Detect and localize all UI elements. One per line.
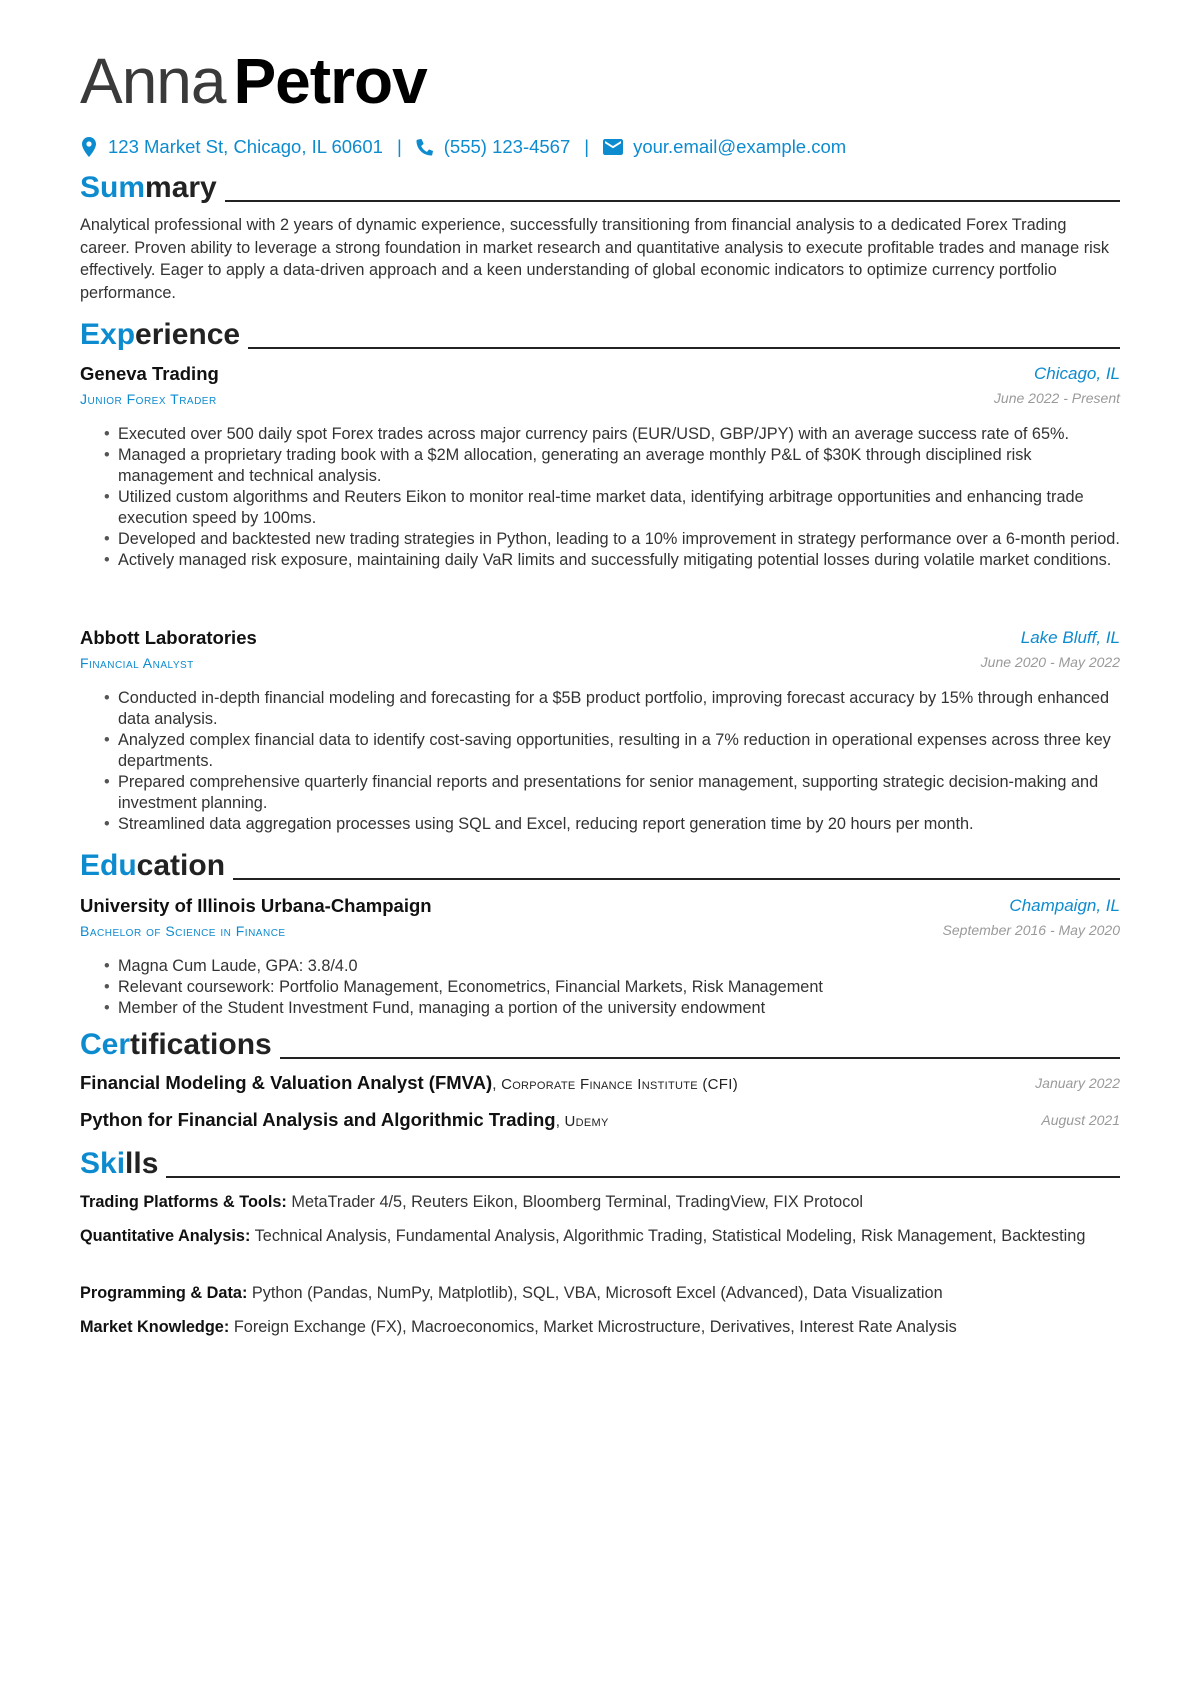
candidate-name — [80, 38, 427, 124]
skill-row — [80, 1225, 1120, 1248]
section-rule — [280, 1057, 1120, 1059]
contact-separator: | — [396, 136, 402, 157]
job-location: Chicago, IL — [1034, 364, 1120, 383]
certification-comma: , — [492, 1076, 502, 1093]
certification-item — [80, 1109, 1120, 1135]
job-title: Financial Analyst — [80, 655, 194, 671]
list-item: • Relevant coursework: Portfolio Management, Econometrics, Financial Markets, Risk Management — [80, 977, 1120, 998]
skill-value: Python (Pandas, NumPy, Matplotlib), SQL, VBA, Microsoft Excel (Advanced), Data Visualization — [251, 1284, 943, 1302]
section-title: Experience — [80, 318, 241, 351]
skill-value: Technical Analysis, Fundamental Analysis, Algorithmic Trading, Statistical Modeling, Risk Management, Backtesting — [254, 1227, 1086, 1245]
job-bullets — [80, 424, 1120, 571]
skill-label: Trading Platforms & Tools: — [80, 1193, 287, 1211]
section-rule — [248, 347, 1120, 349]
job-dates: June 2020 - May 2022 — [980, 654, 1120, 670]
job-bullets — [80, 688, 1120, 835]
phone-icon — [416, 137, 434, 157]
skill-label: Quantitative Analysis: — [80, 1227, 251, 1245]
section-title: Skills — [80, 1147, 159, 1180]
section-rule — [166, 1176, 1120, 1178]
list-item: • Member of the Student Investment Fund, managing a portion of the university endowment — [80, 998, 1120, 1019]
list-item: • Conducted in-depth financial modeling and forecasting for a $5B product portfolio, improving forecast accuracy by 15% through enhanced data analysis. — [80, 688, 1120, 730]
school-name: University of Illinois Urbana-Champaign — [80, 895, 432, 916]
last-name: Petrov — [233, 45, 427, 117]
map-marker-icon — [80, 137, 98, 157]
list-item: • Prepared comprehensive quarterly financial reports and presentations for senior management, supporting strategic decision-making and investment planning. — [80, 772, 1120, 814]
job-location: Lake Bluff, IL — [1020, 628, 1120, 647]
job-title: Junior Forex Trader — [80, 391, 217, 407]
education-bullets — [80, 956, 1120, 1019]
section-rule — [225, 200, 1120, 202]
employer-name: Geneva Trading — [80, 363, 219, 384]
envelope-icon — [603, 137, 623, 157]
certification-name: Financial Modeling & Valuation Analyst (FMVA) — [80, 1072, 493, 1093]
contact-separator: | — [584, 136, 590, 157]
address-link[interactable]: 123 Market St, Chicago, IL 60601 — [108, 136, 383, 157]
school-location: Champaign, IL — [1009, 896, 1120, 915]
experience-heading — [80, 317, 1120, 353]
skill-row — [80, 1316, 1120, 1339]
list-item: • Actively managed risk exposure, maintaining daily VaR limits and successfully mitigating potential losses during volatile market conditions. — [80, 550, 1120, 571]
education-heading — [80, 848, 1120, 884]
certification-name: Python for Financial Analysis and Algorithmic Trading — [80, 1109, 556, 1130]
summary-heading — [80, 170, 1120, 206]
certifications-heading — [80, 1027, 1120, 1063]
list-item: • Developed and backtested new trading strategies in Python, leading to a 10% improvement in strategy performance over a 6-month period. — [80, 529, 1120, 550]
first-name: Anna — [80, 45, 226, 117]
section-title: Education — [80, 849, 226, 882]
list-item: • Managed a proprietary trading book with a $2M allocation, generating an average monthly P&L of $30K through disciplined risk management and technical analysis. — [80, 445, 1120, 487]
list-item: • Utilized custom algorithms and Reuters Eikon to monitor real-time market data, identifying arbitrage opportunities and enhancing trade execution speed by 100ms. — [80, 487, 1120, 529]
certification-date: August 2021 — [1041, 1112, 1120, 1128]
skill-label: Programming & Data: — [80, 1284, 248, 1302]
list-item: • Streamlined data aggregation processes using SQL and Excel, reducing report generation time by 20 hours per month. — [80, 814, 1120, 835]
section-rule — [233, 878, 1120, 880]
phone-link[interactable]: (555) 123-4567 — [443, 136, 571, 157]
employer-name: Abbott Laboratories — [80, 627, 257, 648]
certification-issuer: Corporate Finance Institute (CFI) — [501, 1076, 739, 1093]
skill-value: Foreign Exchange (FX), Macroeconomics, Market Microstructure, Derivatives, Interest Rate Analysis — [233, 1318, 957, 1336]
job-dates: June 2022 - Present — [993, 390, 1120, 406]
summary-text: Analytical professional with 2 years of dynamic experience, successfully transitioning from financial analysis to a dedicated Forex Trading career. Proven ability to leverage a strong foundation in market research and quantitative analysis to execute profitable trades and manage risk effectively. Eager to apply a data-driven approach and a keen understanding of global economic indicators to optimize currency portfolio performance. — [80, 216, 1110, 302]
skill-row — [80, 1282, 1120, 1305]
skill-value: MetaTrader 4/5, Reuters Eikon, Bloomberg Terminal, TradingView, FIX Protocol — [291, 1193, 864, 1211]
list-item: • Executed over 500 daily spot Forex trades across major currency pairs (EUR/USD, GBP/JPY) with an average success rate of 65%. — [80, 424, 1120, 445]
certification-date: January 2022 — [1035, 1075, 1120, 1091]
section-title: Summary — [80, 171, 217, 204]
education-dates: September 2016 - May 2020 — [942, 922, 1120, 938]
certification-item — [80, 1072, 1120, 1098]
skills-heading — [80, 1146, 1120, 1182]
skill-row — [80, 1191, 1120, 1214]
section-title: Certifications — [80, 1028, 272, 1061]
list-item: • Analyzed complex financial data to identify cost-saving opportunities, resulting in a 7% reduction in operational expenses across three key departments. — [80, 730, 1120, 772]
certification-comma: , — [555, 1113, 565, 1130]
email-link[interactable]: your.email@example.com — [633, 136, 847, 157]
certification-issuer: Udemy — [564, 1113, 609, 1130]
degree: Bachelor of Science in Finance — [80, 923, 286, 939]
contact-bar — [80, 132, 846, 162]
skill-label: Market Knowledge: — [80, 1318, 230, 1336]
list-item: • Magna Cum Laude, GPA: 3.8/4.0 — [80, 956, 1120, 977]
